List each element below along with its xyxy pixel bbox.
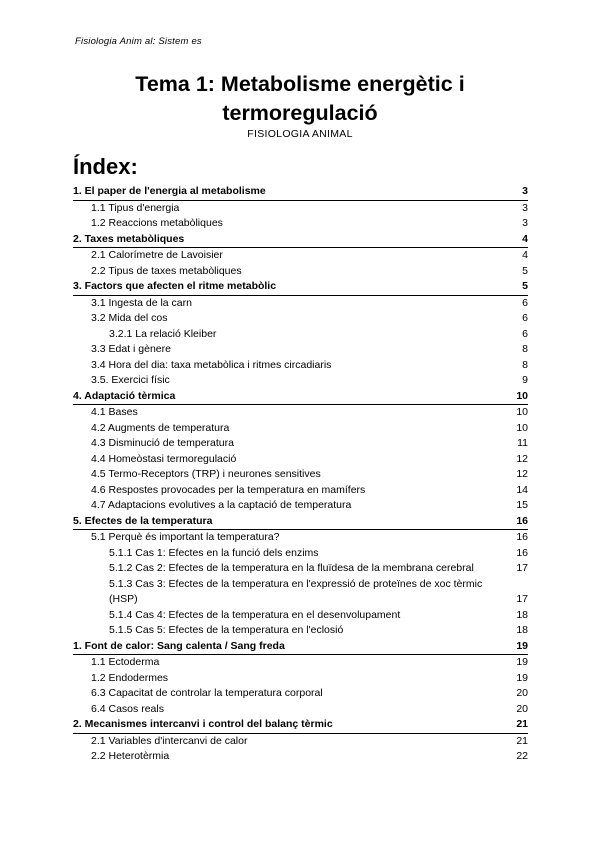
toc-entry-label: 1.1 Ectoderma [91, 656, 160, 668]
toc-entry-section[interactable] [73, 717, 528, 734]
toc-entry-label: 3.1 Ingesta de la carn [91, 296, 192, 309]
toc-entry-label: 3.2 Mida del cos [91, 312, 168, 324]
toc-entry-page: 15 [516, 499, 528, 511]
toc-entry-page: 22 [516, 750, 528, 762]
toc-entry-page: 18 [516, 608, 528, 621]
toc-entry-label: 1. Font de calor: Sang calenta / Sang freda [73, 639, 285, 652]
toc-entry-label: 2. Taxes metabòliques [73, 232, 185, 245]
toc-entry-subsection[interactable] [73, 498, 528, 514]
toc-entry-page: 6 [522, 296, 528, 309]
toc-entry-page: 17 [516, 562, 528, 574]
toc-entry-label: 4.4 Homeòstasi termoregulació [91, 452, 237, 465]
toc-entry-page: 21 [516, 734, 528, 747]
toc-entry-subsubsection[interactable] [73, 577, 528, 608]
toc-entry-label: 3.4 Hora del dia: taxa metabòlica i ritmes circadiaris [91, 358, 332, 371]
toc-entry-label: 4.3 Disminució de temperatura [91, 437, 234, 449]
toc-entry-section[interactable] [73, 639, 528, 656]
toc-entry-page: 18 [516, 624, 528, 636]
index-heading: Índex: [73, 154, 138, 179]
toc-entry-label: 2. Mecanismes intercanvi i control del balanç tèrmic [73, 718, 333, 730]
toc-entry-page: 21 [516, 718, 528, 730]
toc-entry-subsection[interactable] [73, 734, 528, 750]
toc-entry-subsubsection[interactable] [73, 623, 528, 639]
toc-entry-section[interactable] [73, 184, 528, 201]
toc-entry-label: 4.7 Adaptacions evolutives a la captació de temperatura [91, 499, 352, 511]
toc-entry-page: 20 [516, 702, 528, 715]
toc-entry-page: 19 [516, 656, 528, 668]
toc-entry-label: 2.1 Variables d'intercanvi de calor [91, 734, 248, 747]
toc-entry-subsection[interactable] [73, 671, 528, 687]
toc-entry-subsection[interactable] [73, 342, 528, 358]
toc-entry-subsubsection[interactable] [73, 327, 528, 343]
toc-entry-subsection[interactable] [73, 373, 528, 389]
toc-entry-subsection[interactable] [73, 655, 528, 671]
toc-entry-label: 2.1 Calorímetre de Lavoisier [91, 249, 223, 261]
toc-entry-subsection[interactable] [73, 530, 528, 546]
toc-entry-subsection[interactable] [73, 467, 528, 483]
toc-entry-subsection[interactable] [73, 311, 528, 327]
toc-entry-page: 3 [522, 185, 528, 197]
toc-entry-section[interactable] [73, 232, 528, 249]
toc-entry-subsection[interactable] [73, 702, 528, 718]
toc-entry-subsection[interactable] [73, 264, 528, 280]
toc-entry-label: 4.1 Bases [91, 406, 138, 418]
toc-entry-page: 3 [522, 217, 528, 229]
toc-entry-page: 19 [516, 639, 528, 652]
running-header: Fisiologia Anim al: Sistem es [75, 36, 202, 47]
toc-entry-label: 3.5. Exercici físic [91, 374, 170, 386]
toc-entry-page: 19 [516, 671, 528, 684]
toc-entry-subsection[interactable] [73, 686, 528, 702]
toc-entry-page: 9 [522, 374, 528, 386]
toc-entry-page: 8 [522, 358, 528, 371]
toc-entry-label: 3. Factors que afecten el ritme metabòlic [73, 280, 277, 292]
toc-entry-label: 4. Adaptació tèrmica [73, 389, 176, 402]
toc-entry-subsection[interactable] [73, 216, 528, 232]
document-title-line-1: Tema 1: Metabolisme energètic i [135, 72, 465, 96]
toc-entry-label: 1.2 Endodermes [91, 671, 169, 684]
toc-entry-subsection[interactable] [73, 421, 528, 437]
toc-entry-page: 12 [516, 452, 528, 465]
toc-entry-label: 1.1 Tipus d'energia [91, 201, 180, 214]
toc-entry-label: 5. Efectes de la temperatura [73, 514, 213, 527]
toc-entry-subsection[interactable] [73, 201, 528, 217]
toc-entry-subsubsection[interactable] [73, 561, 528, 577]
toc-entry-page: 6 [522, 327, 528, 340]
toc-entry-page: 11 [517, 437, 528, 449]
toc-entry-label: 3.2.1 La relació Kleiber [109, 327, 217, 340]
toc-entry-section[interactable] [73, 514, 528, 531]
toc-entry-subsubsection[interactable] [73, 546, 528, 562]
toc-entry-subsection[interactable] [73, 452, 528, 468]
document-subtitle: FISIOLOGIA ANIMAL [247, 128, 353, 140]
toc-entry-subsection[interactable] [73, 358, 528, 374]
toc-entry-subsection[interactable] [73, 405, 528, 421]
toc-entry-label: 6.3 Capacitat de controlar la temperatura corporal [91, 687, 323, 699]
toc-entry-page: 6 [522, 312, 528, 324]
toc-entry-subsection[interactable] [73, 436, 528, 452]
toc-entry-section[interactable] [73, 389, 528, 406]
toc-entry-page: 10 [516, 421, 528, 434]
toc-entry-page: 16 [516, 546, 528, 559]
toc-entry-page: 8 [522, 343, 528, 355]
toc-entry-page: 3 [522, 201, 528, 214]
table-of-contents [73, 184, 528, 765]
toc-entry-page: 14 [516, 483, 528, 496]
toc-entry-label: 4.6 Respostes provocades per la temperatura en mamífers [91, 483, 366, 496]
toc-entry-page: 20 [516, 687, 528, 699]
toc-entry-label: 2.2 Tipus de taxes metabòliques [91, 264, 242, 277]
toc-entry-label: 5.1.5 Cas 5: Efectes de la temperatura en l'eclosió [109, 624, 344, 636]
toc-entry-label: 5.1 Perquè és important la temperatura? [91, 531, 280, 543]
toc-entry-subsubsection[interactable] [73, 608, 528, 624]
toc-entry-label: 6.4 Casos reals [91, 702, 164, 715]
toc-entry-subsection[interactable] [73, 483, 528, 499]
toc-entry-label: 2.2 Heterotèrmia [91, 750, 170, 762]
toc-entry-subsection[interactable] [73, 248, 528, 264]
toc-entry-label: 5.1.3 Cas 3: Efectes de la temperatura en l'expressió de proteïnes de xoc tèrmic (HSP) [109, 577, 483, 605]
toc-entry-label: 1. El paper de l'energia al metabolisme [73, 185, 266, 197]
toc-entry-label: 4.5 Termo-Receptors (TRP) i neurones sensitives [91, 468, 321, 480]
toc-entry-label: 5.1.2 Cas 2: Efectes de la temperatura en la fluïdesa de la membrana cerebral [109, 562, 474, 574]
toc-entry-label: 5.1.1 Cas 1: Efectes en la funció dels enzims [109, 546, 319, 559]
toc-entry-page: 10 [516, 406, 528, 418]
toc-entry-page: 16 [516, 531, 528, 543]
document-title-line-2: termoregulació [222, 101, 378, 125]
toc-entry-page: 12 [516, 468, 528, 480]
toc-entry-label: 5.1.4 Cas 4: Efectes de la temperatura en el desenvolupament [109, 608, 401, 621]
toc-entry-label: 3.3 Edat i gènere [91, 343, 171, 355]
toc-entry-page: 16 [516, 514, 528, 527]
toc-entry-subsection[interactable] [73, 749, 528, 765]
toc-entry-subsection[interactable] [73, 296, 528, 312]
toc-entry-page: 4 [522, 232, 528, 245]
toc-entry-label: 1.2 Reaccions metabòliques [91, 217, 223, 229]
toc-entry-page: 5 [522, 264, 528, 277]
toc-entry-page: 17 [516, 593, 528, 605]
document-title [0, 70, 600, 128]
toc-entry-page: 4 [522, 249, 528, 261]
toc-entry-page: 5 [522, 280, 528, 292]
toc-entry-page: 10 [516, 389, 528, 402]
toc-entry-section[interactable] [73, 279, 528, 296]
toc-entry-label: 4.2 Augments de temperatura [91, 421, 230, 434]
